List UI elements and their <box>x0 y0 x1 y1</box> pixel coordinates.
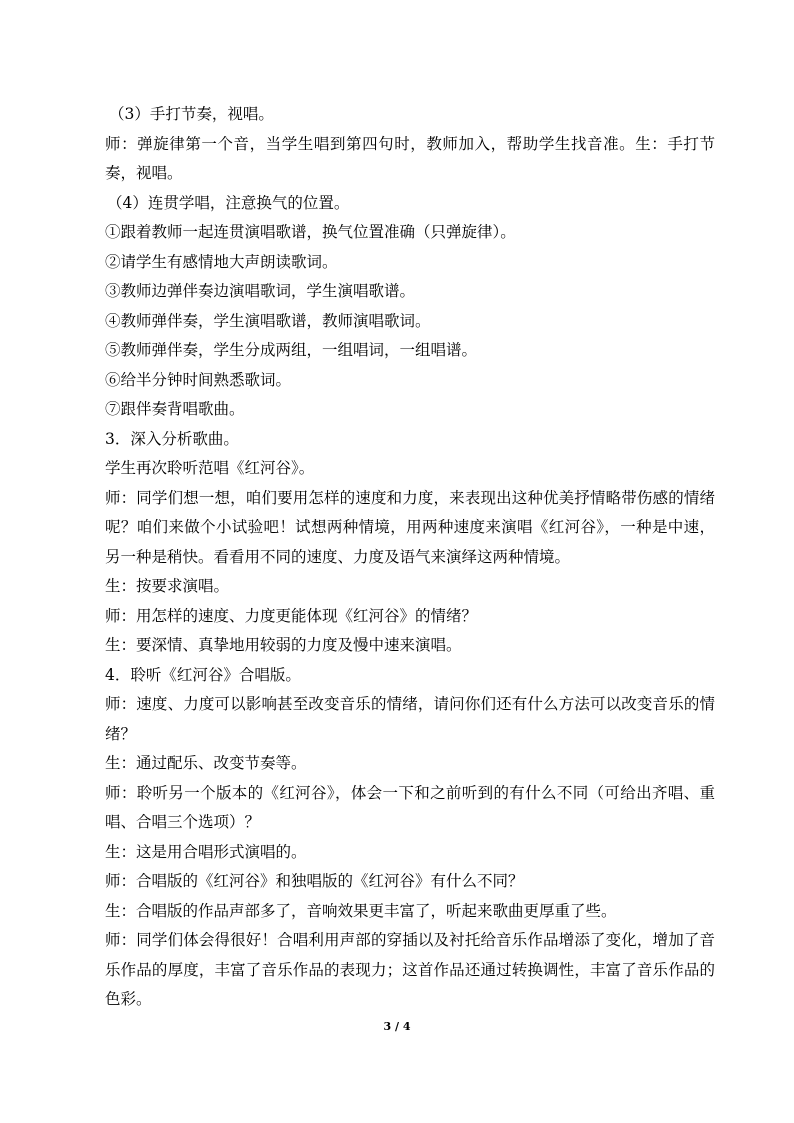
paragraph-student-answer: 生：要深情、真挚地用较弱的力度及慢中速来演唱。 <box>105 636 462 654</box>
list-item-5: ⑤教师弹伴奏，学生分成两组，一组唱词，一组唱谱。 <box>105 341 478 359</box>
paragraph-teacher-melody: 师：弹旋律第一个音，当学生唱到第四句时，教师加入，帮助学生找音准。生：手打节奏，视唱。 <box>105 134 715 182</box>
paragraph-teacher-emotion: 师：速度、力度可以影响甚至改变音乐的情绪，请问你们还有什么方法可以改变音乐的情绪？ <box>105 695 715 743</box>
list-item-4: ④教师弹伴奏，学生演唱歌谱，教师演唱歌词。 <box>105 311 431 330</box>
paragraph-teacher-summary: 师：同学们体会得很好！合唱利用声部的穿插以及衬托给音乐作品增添了变化，增加了音乐作品的厚度，丰富了音乐作品的表现力；这首作品还通过转换调性，丰富了音乐作品的色彩。 <box>105 931 715 1008</box>
paragraph-listen-again: 学生再次聆听范唱《红河谷》。 <box>105 459 315 477</box>
list-item-1: ①跟着教师一起连贯演唱歌谱，换气位置准确（只弹旋律）。 <box>105 223 516 241</box>
list-item-6: ⑥给半分钟时间熟悉歌词。 <box>105 370 292 389</box>
paragraph-teacher-version: 师：聆听另一个版本的《红河谷》，体会一下和之前听到的有什么不同（可给出齐唱、重唱、合唱三个选项）？ <box>105 783 715 831</box>
paragraph-teacher-difference: 师：合唱版的《红河谷》和独唱版的《红河谷》有什么不同？ <box>105 872 524 890</box>
paragraph-student-methods: 生：通过配乐、改变节奏等。 <box>105 754 307 772</box>
paragraph-teacher-question: 师：用怎样的速度、力度更能体现《红河谷》的情绪？ <box>105 606 478 625</box>
paragraph-student-chorus: 生：这是用合唱形式演唱的。 <box>105 842 307 861</box>
paragraph-teacher-speed: 师：同学们想一想，咱们要用怎样的速度和力度，来表现出这种优美抒情略带伤感的情绪呢？咱们来做个小试验吧！试想两种情境，用两种速度来演唱《红河谷》，一种是中速，另一种是稍快。看看用不同的速度、力度及语气来演绎这两种情境。 <box>105 488 715 566</box>
section-heading-3: 3．深入分析歌曲。 <box>105 429 239 448</box>
paragraph-step-3: （3）手打节奏，视唱。 <box>109 105 274 123</box>
list-item-2: ②请学生有感情地大声朗读歌词。 <box>105 252 338 271</box>
paragraph-student-richer: 生：合唱版的作品声部多了，音响效果更丰富了，听起来歌曲更厚重了些。 <box>105 901 617 920</box>
page-number: 3 / 4 <box>383 1020 411 1033</box>
document-body <box>105 100 715 1015</box>
list-item-7: ⑦跟伴奏背唱歌曲。 <box>105 400 245 418</box>
paragraph-student-sing: 生：按要求演唱。 <box>105 577 230 595</box>
list-item-3: ③教师边弹伴奏边演唱歌词，学生演唱歌谱。 <box>105 282 416 300</box>
paragraph-step-4: （4）连贯学唱，注意换气的位置。 <box>107 193 350 212</box>
section-heading-4: 4．聆听《红河谷》合唱版。 <box>105 665 301 684</box>
